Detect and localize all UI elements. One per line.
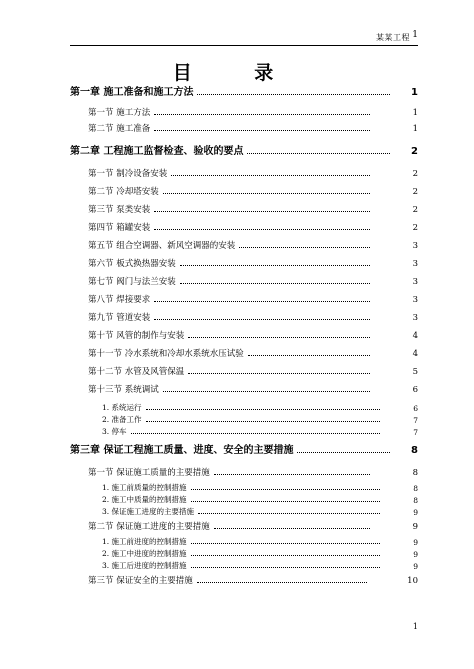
toc-entry-page: 5 xyxy=(412,367,418,377)
toc-dot-leader xyxy=(154,229,370,230)
toc-dot-leader xyxy=(297,452,390,453)
toc-entry-label: 1. 系统运行 xyxy=(102,403,142,412)
toc-entry-label: 2. 施工中质量的控制措施 xyxy=(102,495,187,504)
toc-dot-leader xyxy=(248,355,370,356)
toc-entry-page: 9 xyxy=(413,538,418,547)
toc-entry-label: 第一章 施工准备和施工方法 xyxy=(70,87,194,98)
toc-subsection-entry[interactable] xyxy=(70,423,418,437)
toc-entry-label: 第五节 组合空调器、新风空调器的安装 xyxy=(88,241,236,251)
toc-section-entry[interactable] xyxy=(70,165,418,179)
toc-entry-page: 4 xyxy=(412,349,418,359)
toc-dot-leader xyxy=(191,543,380,544)
toc-entry-label: 3. 保证施工进度的主要措施 xyxy=(102,507,195,516)
toc-section-entry[interactable] xyxy=(70,201,418,215)
toc-entry-page: 2 xyxy=(412,223,418,233)
toc-subsection-entry[interactable] xyxy=(70,557,418,571)
toc-entry-page: 9 xyxy=(413,508,418,517)
toc-section-entry[interactable] xyxy=(70,345,418,359)
toc-section-entry[interactable] xyxy=(70,104,418,118)
toc-entry-page: 3 xyxy=(412,277,418,287)
toc-section-entry[interactable] xyxy=(70,219,418,233)
page-title: 目 录 xyxy=(172,62,302,84)
toc-section-entry[interactable] xyxy=(70,255,418,269)
toc-entry-page: 9 xyxy=(413,562,418,571)
toc-entry-label: 第三节 保证安全的主要措施 xyxy=(88,576,193,586)
toc-entry-label: 2. 准备工作 xyxy=(102,415,142,424)
toc-entry-label: 第七节 阀门与法兰安装 xyxy=(88,277,176,287)
toc-entry-page: 2 xyxy=(412,205,418,215)
toc-entry-page: 3 xyxy=(412,241,418,251)
toc-entry-label: 第一节 保证施工质量的主要措施 xyxy=(88,468,210,478)
toc-dot-leader xyxy=(197,94,390,95)
header-rule xyxy=(70,45,418,46)
toc-entry-label: 第四节 箱罐安装 xyxy=(88,223,151,233)
toc-chapter-entry[interactable] xyxy=(70,143,418,157)
toc-dot-leader xyxy=(180,283,370,284)
header-title: 某某工程 xyxy=(376,33,410,42)
toc-entry-page: 10 xyxy=(407,576,418,586)
toc-entry-label: 2. 施工中进度的控制措施 xyxy=(102,549,187,558)
toc-entry-label: 第二节 保证施工进度的主要措施 xyxy=(88,522,210,532)
toc-entry-page: 3 xyxy=(412,295,418,305)
toc-section-entry[interactable] xyxy=(70,327,418,341)
toc-entry-page: 2 xyxy=(411,146,418,157)
toc-entry-label: 1. 施工前进度的控制措施 xyxy=(102,537,187,546)
toc-chapter-entry[interactable] xyxy=(70,84,418,98)
toc-entry-label: 第一节 施工方法 xyxy=(88,108,151,118)
toc-entry-label: 第二节 冷却塔安装 xyxy=(88,187,159,197)
toc-dot-leader xyxy=(239,247,370,248)
toc-section-entry[interactable] xyxy=(70,572,418,586)
toc-entry-page: 8 xyxy=(413,484,418,493)
toc-section-entry[interactable] xyxy=(70,183,418,197)
toc-entry-page: 7 xyxy=(413,428,418,437)
toc-chapter-entry[interactable] xyxy=(70,442,418,456)
toc-entry-label: 3. 施工后进度的控制措施 xyxy=(102,561,187,570)
toc-dot-leader xyxy=(198,513,380,514)
toc-section-entry[interactable] xyxy=(70,291,418,305)
toc-entry-label: 第十二节 水管及风管保温 xyxy=(88,367,185,377)
toc-dot-leader xyxy=(131,433,380,434)
toc-entry-label: 第十节 风管的制作与安装 xyxy=(88,331,185,341)
toc-dot-leader xyxy=(154,114,370,115)
toc-entry-page: 9 xyxy=(413,550,418,559)
toc-entry-label: 第二章 工程施工监督检查、验收的要点 xyxy=(70,146,244,157)
toc-entry-page: 8 xyxy=(411,445,418,456)
toc-entry-page: 8 xyxy=(412,468,418,478)
toc-section-entry[interactable] xyxy=(70,518,418,532)
toc-section-entry[interactable] xyxy=(70,237,418,251)
toc-entry-page: 1 xyxy=(411,87,418,98)
toc-entry-label: 第六节 板式换热器安装 xyxy=(88,259,176,269)
toc-entry-label: 第九节 管道安装 xyxy=(88,313,151,323)
header-page-number: 1 xyxy=(412,30,418,40)
toc-entry-page: 6 xyxy=(413,404,418,413)
toc-dot-leader xyxy=(154,319,370,320)
toc-entry-label: 第三章 保证工程施工质量、进度、安全的主要措施 xyxy=(70,445,294,456)
toc-entry-page: 1 xyxy=(412,108,418,118)
toc-dot-leader xyxy=(154,301,370,302)
toc-entry-label: 第十三节 系统调试 xyxy=(88,385,159,395)
toc-entry-label: 第二节 施工准备 xyxy=(88,124,151,134)
toc-entry-page: 6 xyxy=(412,385,418,395)
toc-entry-page: 3 xyxy=(412,259,418,269)
toc-dot-leader xyxy=(191,567,380,568)
toc-dot-leader xyxy=(188,373,370,374)
toc-dot-leader xyxy=(163,193,370,194)
toc-entry-label: 3. 停车 xyxy=(102,427,127,436)
toc-dot-leader xyxy=(197,582,367,583)
toc-section-entry[interactable] xyxy=(70,464,418,478)
toc-dot-leader xyxy=(146,421,380,422)
toc-dot-leader xyxy=(214,474,370,475)
toc-dot-leader xyxy=(163,391,370,392)
toc-entry-page: 1 xyxy=(412,124,418,134)
toc-dot-leader xyxy=(191,489,380,490)
toc-section-entry[interactable] xyxy=(70,273,418,287)
toc-entry-page: 2 xyxy=(412,169,418,179)
toc-dot-leader xyxy=(191,555,380,556)
toc-dot-leader xyxy=(188,337,370,338)
toc-dot-leader xyxy=(247,153,390,154)
toc-entry-label: 1. 施工前质量的控制措施 xyxy=(102,483,187,492)
toc-subsection-entry[interactable] xyxy=(70,503,418,517)
toc-entry-page: 8 xyxy=(413,496,418,505)
toc-dot-leader xyxy=(171,175,370,176)
toc-entry-page: 2 xyxy=(412,187,418,197)
toc-dot-leader xyxy=(146,409,380,410)
toc-dot-leader xyxy=(154,211,370,212)
toc-entry-page: 4 xyxy=(412,331,418,341)
toc-entry-page: 9 xyxy=(412,522,418,532)
footer-page-number: 1 xyxy=(412,622,418,631)
toc-entry-page: 3 xyxy=(412,313,418,323)
toc-dot-leader xyxy=(191,501,380,502)
toc-entry-label: 第十一节 冷水系统和冷却水系统水压试验 xyxy=(88,349,244,359)
toc-section-entry[interactable] xyxy=(70,309,418,323)
toc-dot-leader xyxy=(214,528,370,529)
toc-section-entry[interactable] xyxy=(70,381,418,395)
toc-entry-label: 第一节 制冷设备安装 xyxy=(88,169,168,179)
toc-section-entry[interactable] xyxy=(70,120,418,134)
toc-entry-label: 第三节 泵类安装 xyxy=(88,205,151,215)
toc-entry-label: 第八节 焊接要求 xyxy=(88,295,151,305)
toc-dot-leader xyxy=(154,130,370,131)
toc-dot-leader xyxy=(180,265,370,266)
toc-section-entry[interactable] xyxy=(70,363,418,377)
toc-entry-page: 7 xyxy=(413,416,418,425)
